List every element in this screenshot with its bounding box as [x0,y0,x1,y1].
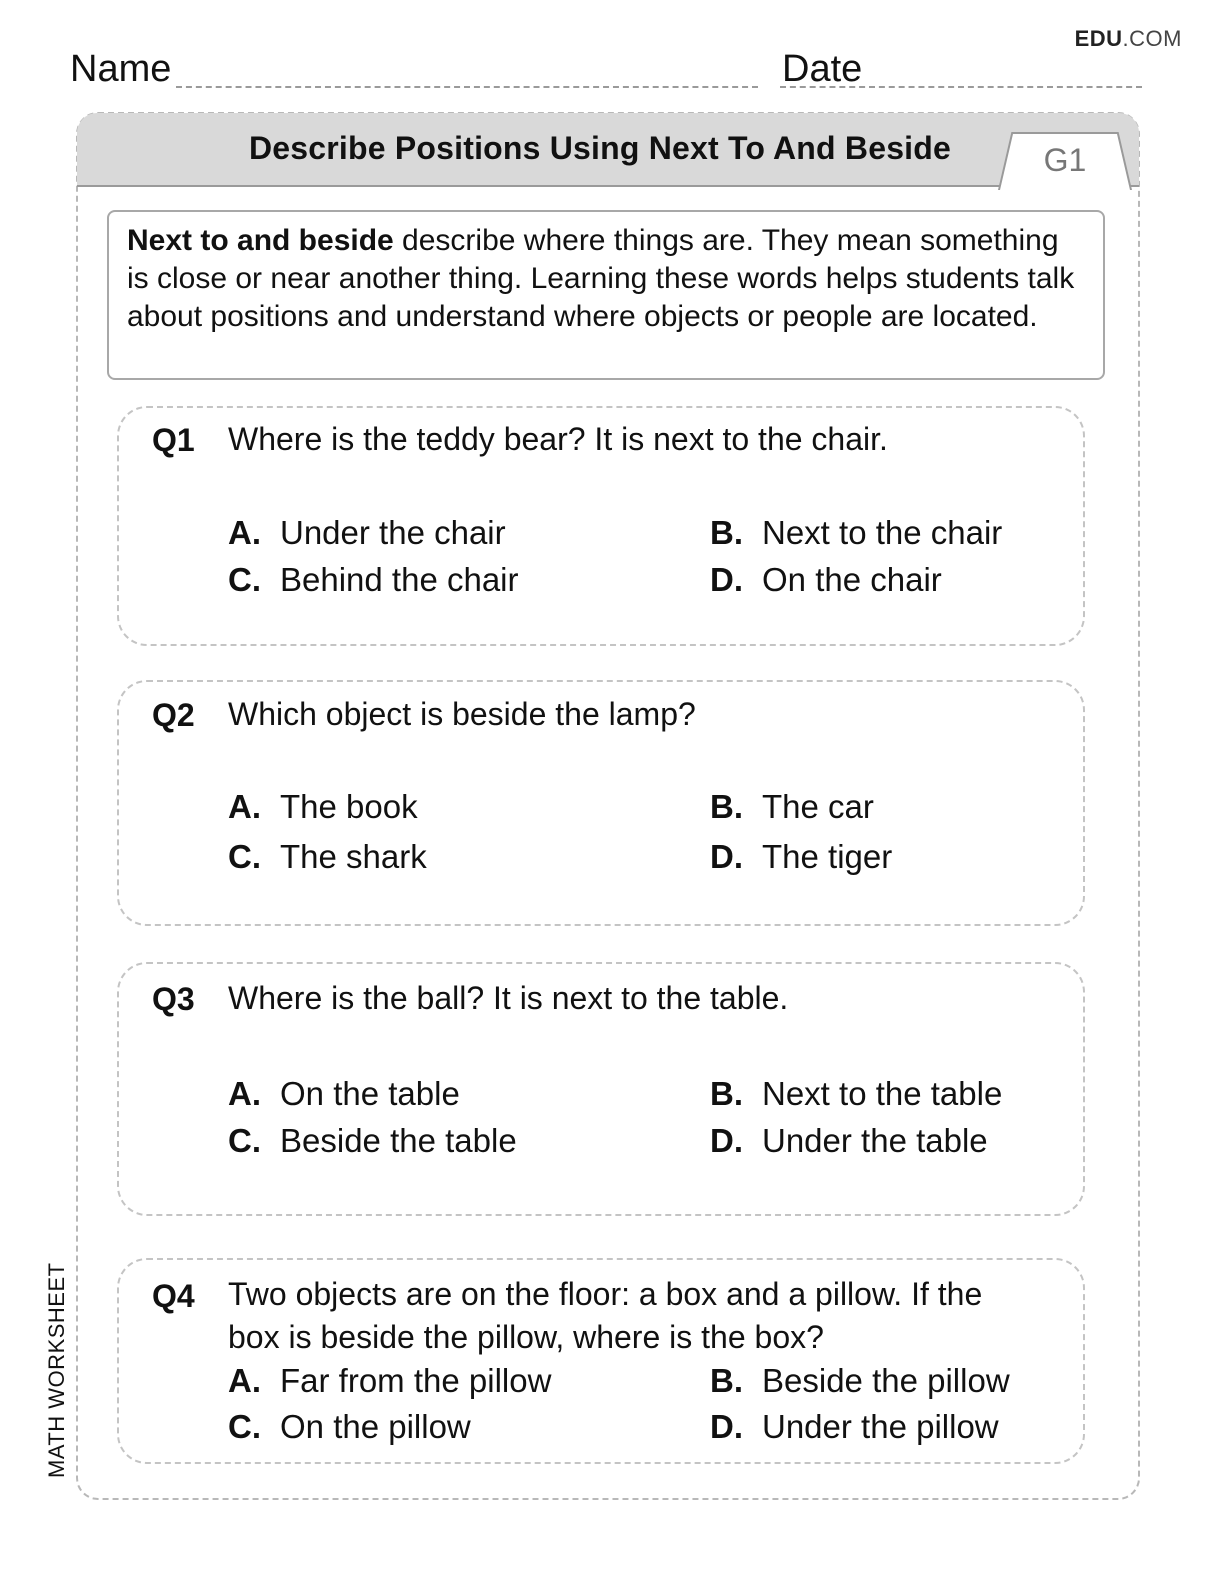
option-c[interactable]: C. Behind the chair [228,561,519,598]
grade-label: G1 [1043,142,1087,178]
intro-text: describe where things are. They mean something is close or near another thing. Learning these words helps students talk about positions and understand where objects or people are located. [127,224,1075,333]
option-b[interactable]: B. Beside the pillow [710,1362,1010,1399]
option-d[interactable]: D. Under the table [710,1122,988,1159]
option-c[interactable]: C. The shark [228,838,427,875]
intro-box [107,210,1105,380]
option-b[interactable]: B. Next to the table [710,1075,1003,1112]
option-b[interactable]: B. Next to the chair [710,514,1003,551]
name-field[interactable] [176,86,758,88]
option-a[interactable]: A. Under the chair [228,514,506,551]
date-label: Date [782,48,863,90]
option-a[interactable]: A. Far from the pillow [228,1362,552,1399]
option-d[interactable]: D. On the chair [710,561,942,598]
option-b[interactable]: B. The car [710,788,874,825]
option-a[interactable]: A. The book [228,788,418,825]
question-number: Q3 [152,981,195,1017]
worksheet-title: Describe Positions Using Next To And Beside [248,130,952,166]
question-number: Q4 [152,1278,195,1314]
question-number: Q2 [152,697,195,733]
question-number: Q1 [152,422,195,458]
option-d[interactable]: D. The tiger [710,838,893,875]
date-field[interactable] [780,86,1142,88]
option-c[interactable]: C. Beside the table [228,1122,517,1159]
option-a[interactable]: A. On the table [228,1075,460,1112]
brand-logo: EDU.COM [1074,26,1182,51]
option-d[interactable]: D. Under the pillow [710,1408,999,1445]
side-label: MATH WORKSHEET [44,1262,69,1478]
intro-bold: Next to and beside [127,224,394,257]
question-text: Two objects are on the floor: a box and a pillow. If the box is beside the pillow, where is the box? [228,1276,983,1355]
question-text: Where is the ball? It is next to the table. [228,980,789,1016]
name-label: Name [70,48,172,90]
question-text: Which object is beside the lamp? [228,696,696,732]
option-c[interactable]: C. On the pillow [228,1408,471,1445]
question-text: Where is the teddy bear? It is next to the chair. [228,421,888,457]
